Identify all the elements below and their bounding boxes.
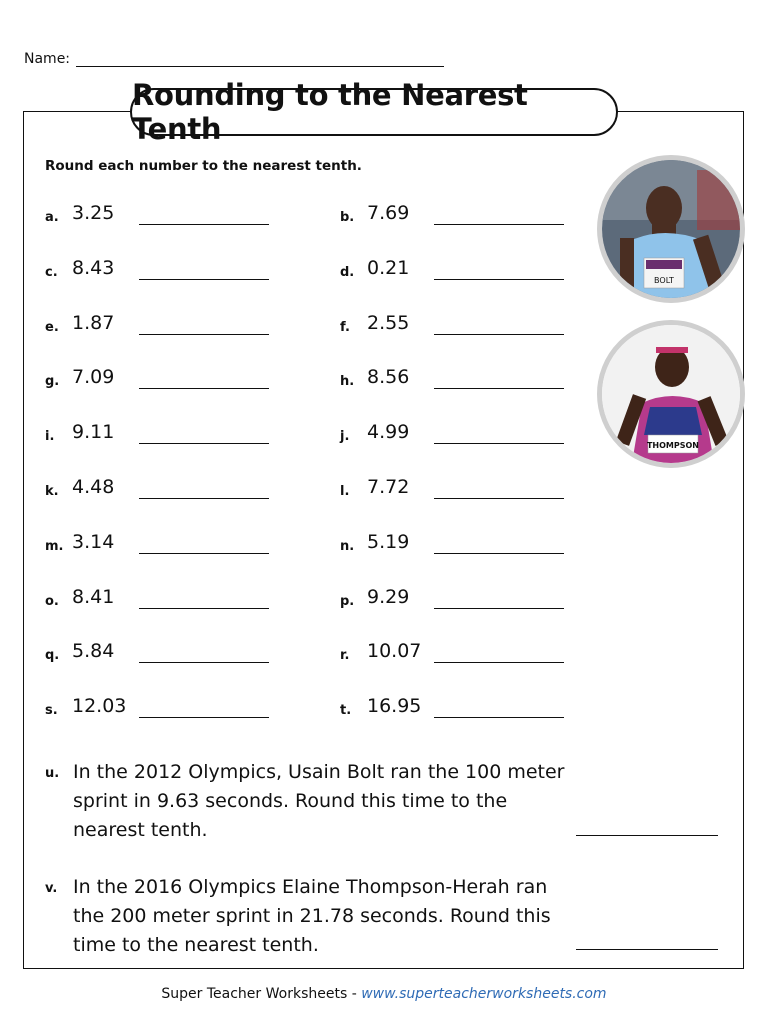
instructions: Round each number to the nearest tenth. bbox=[45, 158, 362, 174]
problem-letter: u. bbox=[45, 766, 60, 781]
problem-letter: s. bbox=[45, 703, 58, 719]
answer-blank-v[interactable] bbox=[576, 949, 718, 950]
answer-blank[interactable] bbox=[139, 224, 269, 225]
footer-url[interactable]: www.superteacherworksheets.com bbox=[361, 986, 607, 1002]
problem-letter: m. bbox=[45, 538, 64, 554]
problem-number: 8.56 bbox=[367, 366, 410, 389]
bib-text: THOMPSON bbox=[646, 441, 700, 450]
problem-number: 5.19 bbox=[367, 530, 410, 553]
problem-number: 7.09 bbox=[72, 366, 115, 389]
problem-number: 9.29 bbox=[367, 585, 410, 608]
problem-number: 7.69 bbox=[367, 202, 410, 224]
answer-blank[interactable] bbox=[139, 388, 269, 389]
answer-blank[interactable] bbox=[139, 553, 269, 554]
problem-number: 1.87 bbox=[72, 311, 115, 334]
answer-blank[interactable] bbox=[139, 443, 269, 444]
problem-number: 0.21 bbox=[367, 256, 410, 279]
problem-number: 8.43 bbox=[72, 256, 115, 279]
answer-blank-u[interactable] bbox=[576, 835, 718, 836]
problem-letter: a. bbox=[45, 210, 59, 225]
title-banner bbox=[130, 78, 618, 146]
problem-letter: g. bbox=[45, 374, 60, 390]
name-field[interactable] bbox=[76, 50, 444, 67]
problem-number: 8.41 bbox=[72, 585, 115, 608]
page-title: Rounding to the Nearest Tenth bbox=[132, 78, 528, 146]
problem-letter: k. bbox=[45, 484, 59, 499]
answer-blank[interactable] bbox=[139, 662, 269, 663]
problem-number: 4.48 bbox=[72, 476, 115, 498]
problem-letter: f. bbox=[340, 319, 350, 335]
problem-number: 10.07 bbox=[367, 640, 422, 663]
problem-letter: q. bbox=[45, 648, 60, 664]
answer-blank[interactable] bbox=[139, 334, 269, 335]
answer-blank[interactable] bbox=[434, 662, 564, 663]
problem-number: 3.25 bbox=[72, 202, 115, 224]
problem-letter: j. bbox=[340, 429, 350, 445]
name-label: Name: bbox=[24, 51, 71, 67]
answer-blank[interactable] bbox=[434, 553, 564, 554]
problem-number: 3.14 bbox=[72, 530, 115, 553]
answer-blank[interactable] bbox=[434, 443, 564, 444]
problem-text: In the 2012 Olympics, Usain Bolt ran the 100 meter sprint in 9.63 seconds. Round this time to the nearest tenth. bbox=[73, 761, 565, 841]
problem-number: 5.84 bbox=[72, 640, 115, 663]
problem-letter: v. bbox=[45, 881, 58, 896]
problem-letter: h. bbox=[340, 374, 355, 390]
problem-letter: d. bbox=[340, 264, 355, 280]
problem-number: 4.99 bbox=[367, 421, 410, 444]
footer-brand: Super Teacher Worksheets - bbox=[161, 986, 362, 1002]
bib-text: BOLT bbox=[654, 276, 674, 285]
answer-blank[interactable] bbox=[434, 608, 564, 609]
footer bbox=[0, 986, 768, 1002]
answer-blank[interactable] bbox=[139, 717, 269, 718]
answer-blank[interactable] bbox=[434, 334, 564, 335]
problem-letter: o. bbox=[45, 593, 59, 609]
problem-letter: e. bbox=[45, 319, 59, 335]
problem-letter: b. bbox=[340, 210, 355, 225]
answer-blank[interactable] bbox=[434, 388, 564, 389]
name-row bbox=[24, 50, 444, 67]
answer-blank[interactable] bbox=[434, 717, 564, 718]
answer-blank[interactable] bbox=[139, 279, 269, 280]
sprinter-illustration bbox=[602, 160, 740, 298]
problem-number: 7.72 bbox=[367, 476, 410, 498]
problem-letter: n. bbox=[340, 538, 355, 554]
problem-letter: i. bbox=[45, 429, 55, 445]
problem-number: 9.11 bbox=[72, 421, 115, 444]
problem-letter: r. bbox=[340, 648, 350, 664]
problem-letter: t. bbox=[340, 703, 352, 719]
problem-text: In the 2016 Olympics Elaine Thompson-Herah ran the 200 meter sprint in 21.78 seconds. Round this time to the nearest tenth. bbox=[73, 876, 551, 956]
problem-number: 2.55 bbox=[367, 311, 410, 334]
sprinter-illustration bbox=[602, 325, 740, 463]
problem-letter: p. bbox=[340, 593, 355, 609]
problem-number: 12.03 bbox=[72, 695, 127, 718]
problem-letter: l. bbox=[340, 484, 350, 499]
answer-blank[interactable] bbox=[434, 279, 564, 280]
sprinter-photo-bolt bbox=[597, 155, 745, 303]
sprinter-photo-thompson bbox=[597, 320, 745, 468]
problem-letter: c. bbox=[45, 264, 58, 280]
answer-blank[interactable] bbox=[434, 224, 564, 225]
answer-blank[interactable] bbox=[139, 498, 269, 499]
problem-number: 16.95 bbox=[367, 695, 422, 718]
answer-blank[interactable] bbox=[434, 498, 564, 499]
answer-blank[interactable] bbox=[139, 608, 269, 609]
